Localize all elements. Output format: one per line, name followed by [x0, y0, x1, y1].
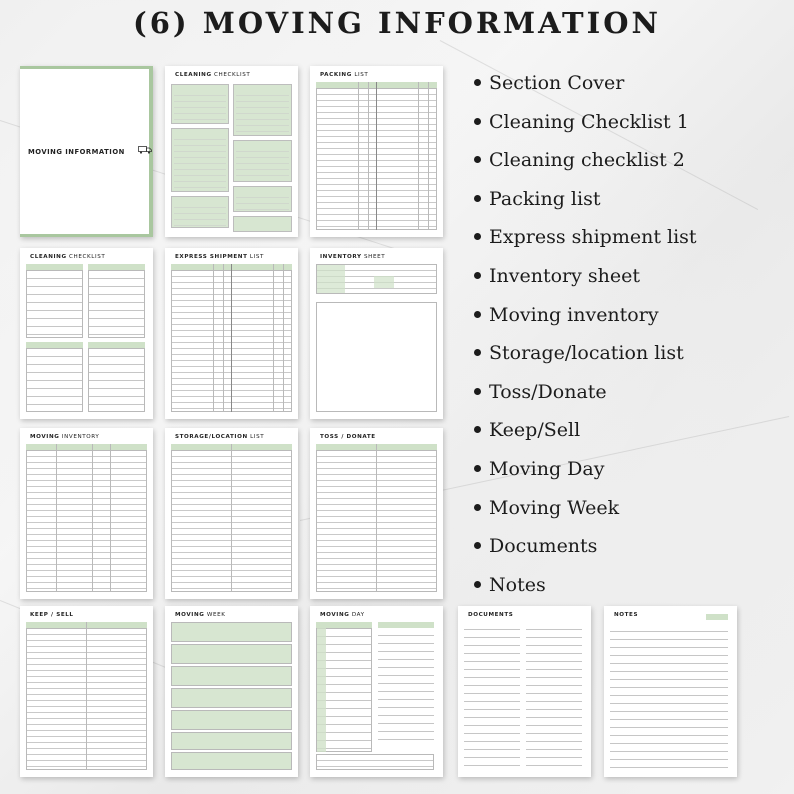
list-item: Packing list [473, 184, 697, 223]
page-heading: INVENTORY SHEET [320, 254, 386, 260]
page-moving-inventory [20, 428, 153, 599]
page-documents [458, 606, 591, 777]
page-heading: CLEANING CHECKLIST [175, 72, 251, 78]
page-moving-day [310, 606, 443, 777]
page-cleaning-checklist-2 [20, 248, 153, 419]
list-item: Toss/Donate [473, 377, 697, 416]
page-heading: MOVING WEEK [175, 612, 226, 618]
list-item: Express shipment list [473, 222, 697, 261]
page-heading: CLEANING CHECKLIST [30, 254, 106, 260]
page-heading: DOCUMENTS [468, 612, 514, 618]
list-item: Cleaning Checklist 1 [473, 107, 697, 146]
page-express-shipment-list [165, 248, 298, 419]
cover-title: MOVING INFORMATION [28, 148, 125, 156]
feature-list [473, 68, 697, 608]
page-heading: NOTES [614, 612, 639, 618]
page-heading: TOSS / DONATE [320, 434, 376, 440]
page-keep-sell [20, 606, 153, 777]
page-cleaning-checklist-1 [165, 66, 298, 237]
page-heading: PACKING LIST [320, 72, 369, 78]
list-item: Moving Day [473, 454, 697, 493]
page-packing-list [310, 66, 443, 237]
page-heading: MOVING DAY [320, 612, 365, 618]
list-item: Keep/Sell [473, 415, 697, 454]
page-heading: EXPRESS SHIPMENT LIST [175, 254, 265, 260]
list-item: Documents [473, 531, 697, 570]
list-item: Moving inventory [473, 300, 697, 339]
list-item: Inventory sheet [473, 261, 697, 300]
page-moving-week [165, 606, 298, 777]
list-item: Moving Week [473, 493, 697, 532]
list-item: Storage/location list [473, 338, 697, 377]
page-title: (6) MOVING INFORMATION [133, 6, 661, 40]
page-cover [20, 66, 153, 237]
page-inventory-sheet [310, 248, 443, 419]
page-storage-location-list [165, 428, 298, 599]
page-toss-donate [310, 428, 443, 599]
page-notes [604, 606, 737, 777]
page-heading: MOVING INVENTORY [30, 434, 100, 440]
page-heading: STORAGE/LOCATION LIST [175, 434, 265, 440]
list-item: Notes [473, 570, 697, 609]
list-item: Section Cover [473, 68, 697, 107]
page-heading: KEEP / SELL [30, 612, 74, 618]
truck-icon [138, 146, 152, 154]
list-item: Cleaning checklist 2 [473, 145, 697, 184]
